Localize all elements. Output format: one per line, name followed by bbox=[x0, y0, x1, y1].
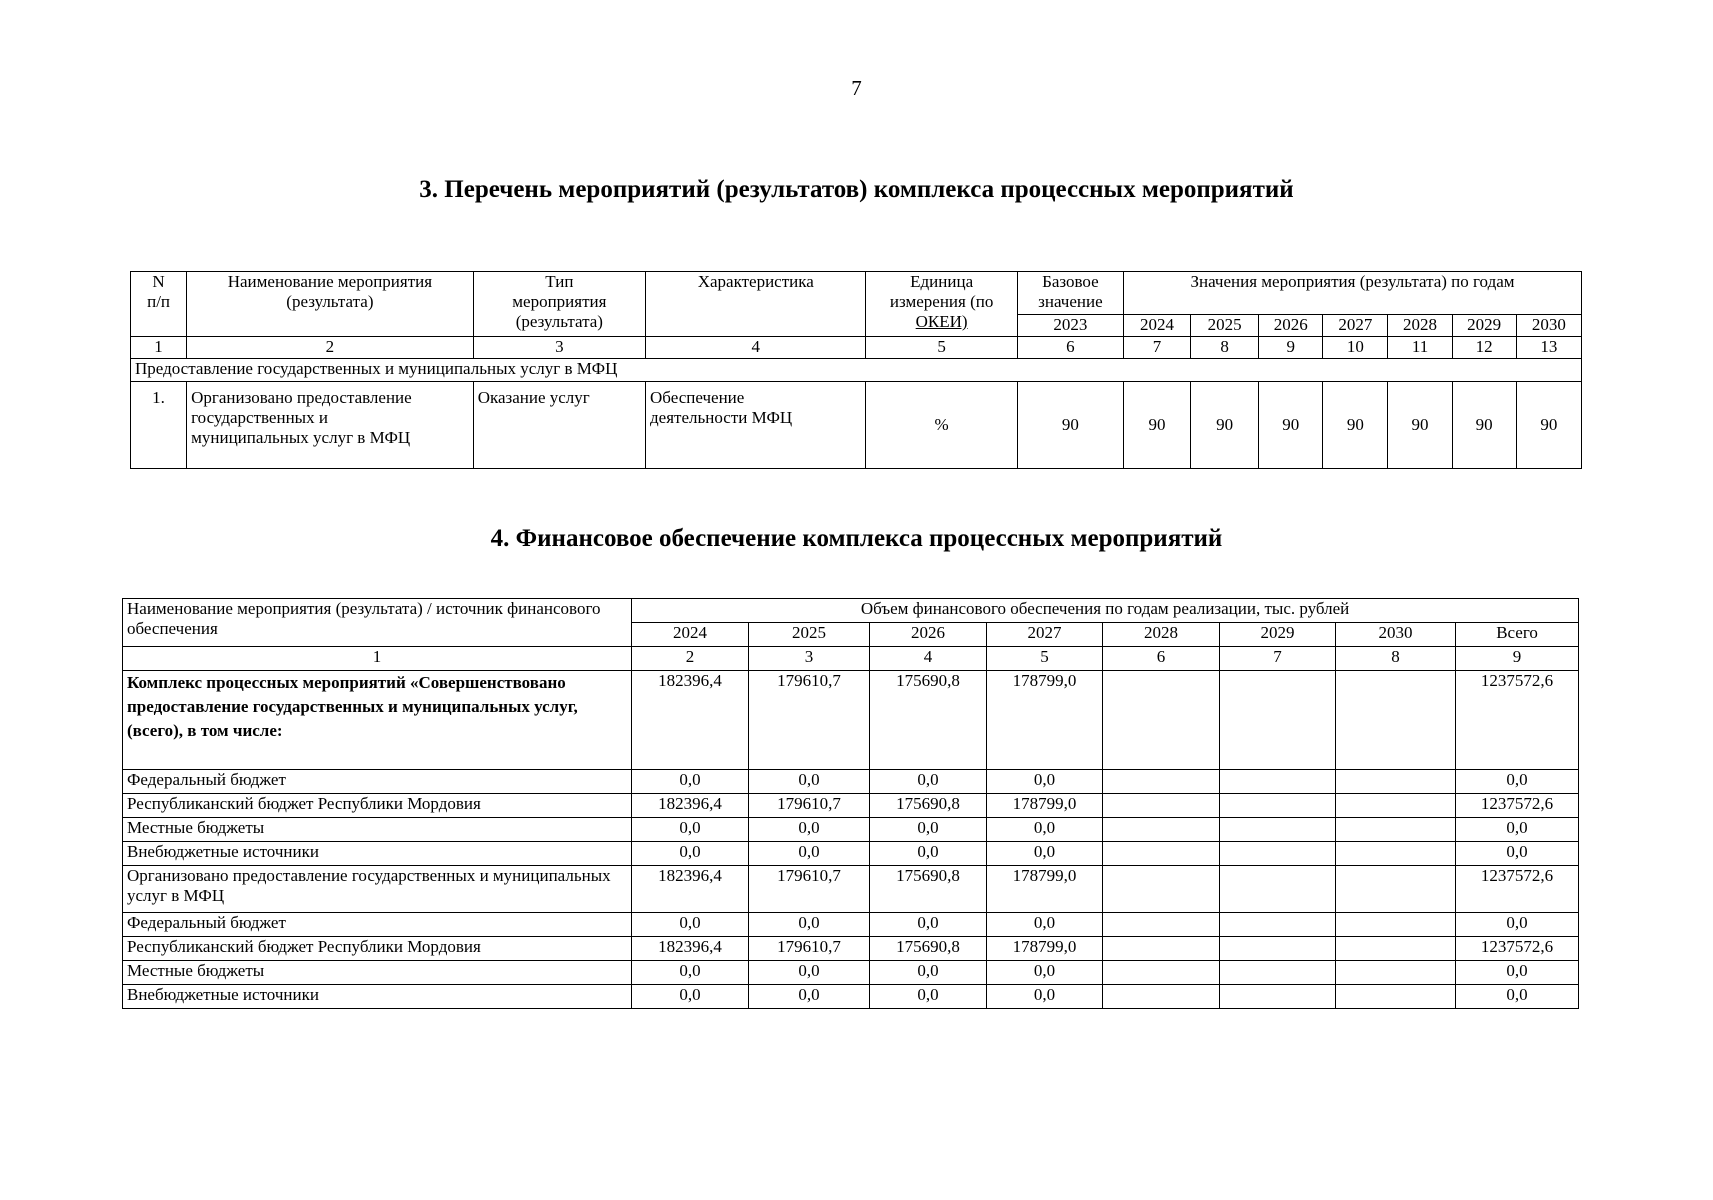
section-row: Предоставление государственных и муниципальных услуг в МФЦ bbox=[131, 359, 1582, 382]
item-value: 90 bbox=[1123, 382, 1190, 469]
row-name: Комплекс процессных мероприятий «Совершенствовано предоставление государственных и муниципальных услуг, (всего), в том числе: bbox=[123, 671, 632, 770]
row-value bbox=[1220, 794, 1336, 818]
page-number: 7 bbox=[851, 76, 862, 100]
item-n: 1. bbox=[131, 382, 187, 469]
row-value bbox=[1220, 937, 1336, 961]
table-row bbox=[131, 382, 1582, 469]
year-2030: 2030 bbox=[1336, 623, 1456, 647]
year-2030: 2030 bbox=[1516, 315, 1581, 337]
col-number: 9 bbox=[1456, 647, 1579, 671]
row-name: Внебюджетные источники bbox=[123, 842, 632, 866]
row-value bbox=[1336, 818, 1456, 842]
row-value bbox=[1220, 842, 1336, 866]
table-row bbox=[123, 961, 1579, 985]
year-2028: 2028 bbox=[1103, 623, 1220, 647]
header-n: N п/п bbox=[131, 272, 187, 337]
row-value: 0,0 bbox=[870, 961, 987, 985]
item-value: 90 bbox=[1516, 382, 1581, 469]
item-type: Оказание услуг bbox=[473, 382, 645, 469]
row-value: 0,0 bbox=[1456, 818, 1579, 842]
row-value bbox=[1220, 961, 1336, 985]
header-volume: Объем финансового обеспечения по годам реализации, тыс. рублей bbox=[632, 599, 1579, 623]
section3-title: 3. Перечень мероприятий (результатов) комплекса процессных мероприятий bbox=[419, 176, 1294, 203]
col-number: 6 bbox=[1103, 647, 1220, 671]
table-row bbox=[123, 794, 1579, 818]
activities-table bbox=[130, 271, 1582, 469]
row-value: 0,0 bbox=[1456, 913, 1579, 937]
table-row bbox=[123, 818, 1579, 842]
row-value bbox=[1220, 818, 1336, 842]
item-value: 90 bbox=[1452, 382, 1516, 469]
row-value: 0,0 bbox=[870, 818, 987, 842]
year-2028: 2028 bbox=[1388, 315, 1452, 337]
row-value bbox=[1103, 794, 1220, 818]
col-number: 7 bbox=[1220, 647, 1336, 671]
row-value bbox=[1336, 961, 1456, 985]
header-total: Всего bbox=[1456, 623, 1579, 647]
col-number: 1 bbox=[123, 647, 632, 671]
year-2025: 2025 bbox=[1191, 315, 1259, 337]
row-name: Местные бюджеты bbox=[123, 961, 632, 985]
row-value: 178799,0 bbox=[987, 671, 1103, 770]
row-value: 0,0 bbox=[749, 961, 870, 985]
row-value: 175690,8 bbox=[870, 866, 987, 913]
row-value bbox=[1336, 671, 1456, 770]
col-number: 4 bbox=[870, 647, 987, 671]
row-value bbox=[1103, 866, 1220, 913]
row-value: 0,0 bbox=[987, 770, 1103, 794]
row-value bbox=[1336, 985, 1456, 1009]
year-2029: 2029 bbox=[1452, 315, 1516, 337]
header-characteristic: Характеристика bbox=[646, 272, 866, 337]
row-value: 179610,7 bbox=[749, 794, 870, 818]
item-value: 90 bbox=[1191, 382, 1259, 469]
row-name: Республиканский бюджет Республики Мордовия bbox=[123, 794, 632, 818]
row-name: Республиканский бюджет Республики Мордовия bbox=[123, 937, 632, 961]
row-value: 175690,8 bbox=[870, 671, 987, 770]
col-number: 6 bbox=[1017, 337, 1123, 359]
row-value bbox=[1336, 866, 1456, 913]
year-2025: 2025 bbox=[749, 623, 870, 647]
row-value: 0,0 bbox=[632, 818, 749, 842]
row-value: 1237572,6 bbox=[1456, 671, 1579, 770]
row-value bbox=[1103, 985, 1220, 1009]
header-name: Наименование мероприятия (результата) / источник финансового обеспечения bbox=[123, 599, 632, 647]
table-row bbox=[123, 671, 1579, 770]
table-row bbox=[123, 842, 1579, 866]
col-number: 5 bbox=[987, 647, 1103, 671]
col-number: 12 bbox=[1452, 337, 1516, 359]
row-value: 182396,4 bbox=[632, 671, 749, 770]
col-number: 1 bbox=[131, 337, 187, 359]
col-number: 10 bbox=[1323, 337, 1388, 359]
row-value: 179610,7 bbox=[749, 866, 870, 913]
item-characteristic: Обеспечение деятельности МФЦ bbox=[646, 382, 866, 469]
row-value: 182396,4 bbox=[632, 866, 749, 913]
year-2024: 2024 bbox=[1123, 315, 1190, 337]
row-value bbox=[1103, 961, 1220, 985]
row-value: 0,0 bbox=[632, 961, 749, 985]
row-value: 0,0 bbox=[870, 913, 987, 937]
row-value: 178799,0 bbox=[987, 866, 1103, 913]
col-number: 7 bbox=[1123, 337, 1190, 359]
row-value: 175690,8 bbox=[870, 937, 987, 961]
year-2027: 2027 bbox=[987, 623, 1103, 647]
financing-table bbox=[122, 598, 1579, 1009]
row-value: 0,0 bbox=[1456, 985, 1579, 1009]
row-value: 0,0 bbox=[749, 770, 870, 794]
row-value: 0,0 bbox=[749, 842, 870, 866]
year-2029: 2029 bbox=[1220, 623, 1336, 647]
row-value: 0,0 bbox=[870, 770, 987, 794]
table-row bbox=[123, 770, 1579, 794]
row-value: 182396,4 bbox=[632, 794, 749, 818]
row-value bbox=[1336, 937, 1456, 961]
row-value: 0,0 bbox=[870, 985, 987, 1009]
row-value: 178799,0 bbox=[987, 794, 1103, 818]
header-base: Базовое значение bbox=[1017, 272, 1123, 315]
row-value bbox=[1103, 770, 1220, 794]
header-values-title: Значения мероприятия (результата) по годам bbox=[1123, 272, 1581, 315]
row-value: 182396,4 bbox=[632, 937, 749, 961]
item-unit: % bbox=[866, 382, 1017, 469]
item-value: 90 bbox=[1259, 382, 1323, 469]
row-value: 0,0 bbox=[749, 985, 870, 1009]
header-base-year: 2023 bbox=[1017, 315, 1123, 337]
row-value bbox=[1336, 913, 1456, 937]
col-number: 2 bbox=[187, 337, 474, 359]
row-value: 0,0 bbox=[1456, 770, 1579, 794]
header-name: Наименование мероприятия (результата) bbox=[187, 272, 474, 337]
row-value: 1237572,6 bbox=[1456, 937, 1579, 961]
col-number: 8 bbox=[1336, 647, 1456, 671]
row-value bbox=[1336, 842, 1456, 866]
row-value: 0,0 bbox=[987, 961, 1103, 985]
row-value: 0,0 bbox=[632, 770, 749, 794]
col-number: 8 bbox=[1191, 337, 1259, 359]
row-value: 0,0 bbox=[987, 985, 1103, 1009]
row-value: 175690,8 bbox=[870, 794, 987, 818]
row-value: 179610,7 bbox=[749, 671, 870, 770]
row-value bbox=[1103, 937, 1220, 961]
table-row bbox=[123, 937, 1579, 961]
row-value: 0,0 bbox=[1456, 842, 1579, 866]
row-value: 0,0 bbox=[632, 913, 749, 937]
row-value bbox=[1336, 770, 1456, 794]
header-unit: Единица измерения (по ОКЕИ) bbox=[866, 272, 1017, 337]
year-2026: 2026 bbox=[1259, 315, 1323, 337]
col-number: 13 bbox=[1516, 337, 1581, 359]
row-name: Местные бюджеты bbox=[123, 818, 632, 842]
table-row bbox=[123, 866, 1579, 913]
item-value: 90 bbox=[1323, 382, 1388, 469]
row-value bbox=[1103, 818, 1220, 842]
row-value: 0,0 bbox=[632, 842, 749, 866]
col-number: 11 bbox=[1388, 337, 1452, 359]
item-base: 90 bbox=[1017, 382, 1123, 469]
row-value: 0,0 bbox=[987, 913, 1103, 937]
col-number: 2 bbox=[632, 647, 749, 671]
row-value: 0,0 bbox=[632, 985, 749, 1009]
row-value bbox=[1220, 770, 1336, 794]
col-number: 5 bbox=[866, 337, 1017, 359]
row-value: 1237572,6 bbox=[1456, 794, 1579, 818]
year-2026: 2026 bbox=[870, 623, 987, 647]
col-number: 3 bbox=[473, 337, 645, 359]
col-number: 9 bbox=[1259, 337, 1323, 359]
row-value: 0,0 bbox=[749, 818, 870, 842]
row-value bbox=[1103, 913, 1220, 937]
row-name: Федеральный бюджет bbox=[123, 770, 632, 794]
year-2027: 2027 bbox=[1323, 315, 1388, 337]
row-value bbox=[1103, 671, 1220, 770]
header-type: Тип мероприятия (результата) bbox=[473, 272, 645, 337]
row-value bbox=[1336, 794, 1456, 818]
item-name: Организовано предоставление государственных и муниципальных услуг в МФЦ bbox=[187, 382, 474, 469]
row-value: 0,0 bbox=[870, 842, 987, 866]
row-value: 0,0 bbox=[987, 818, 1103, 842]
row-value: 0,0 bbox=[749, 913, 870, 937]
year-2024: 2024 bbox=[632, 623, 749, 647]
row-value bbox=[1220, 671, 1336, 770]
row-value bbox=[1220, 866, 1336, 913]
row-value bbox=[1103, 842, 1220, 866]
table-row bbox=[123, 985, 1579, 1009]
row-name: Организовано предоставление государственных и муниципальных услуг в МФЦ bbox=[123, 866, 632, 913]
item-value: 90 bbox=[1388, 382, 1452, 469]
row-value: 1237572,6 bbox=[1456, 866, 1579, 913]
row-name: Внебюджетные источники bbox=[123, 985, 632, 1009]
row-name: Федеральный бюджет bbox=[123, 913, 632, 937]
table-row bbox=[123, 913, 1579, 937]
row-value bbox=[1220, 913, 1336, 937]
row-value: 0,0 bbox=[1456, 961, 1579, 985]
row-value: 0,0 bbox=[987, 842, 1103, 866]
section4-title: 4. Финансовое обеспечение комплекса процессных мероприятий bbox=[490, 525, 1223, 552]
row-value: 178799,0 bbox=[987, 937, 1103, 961]
col-number: 4 bbox=[646, 337, 866, 359]
row-value: 179610,7 bbox=[749, 937, 870, 961]
row-value bbox=[1220, 985, 1336, 1009]
col-number: 3 bbox=[749, 647, 870, 671]
